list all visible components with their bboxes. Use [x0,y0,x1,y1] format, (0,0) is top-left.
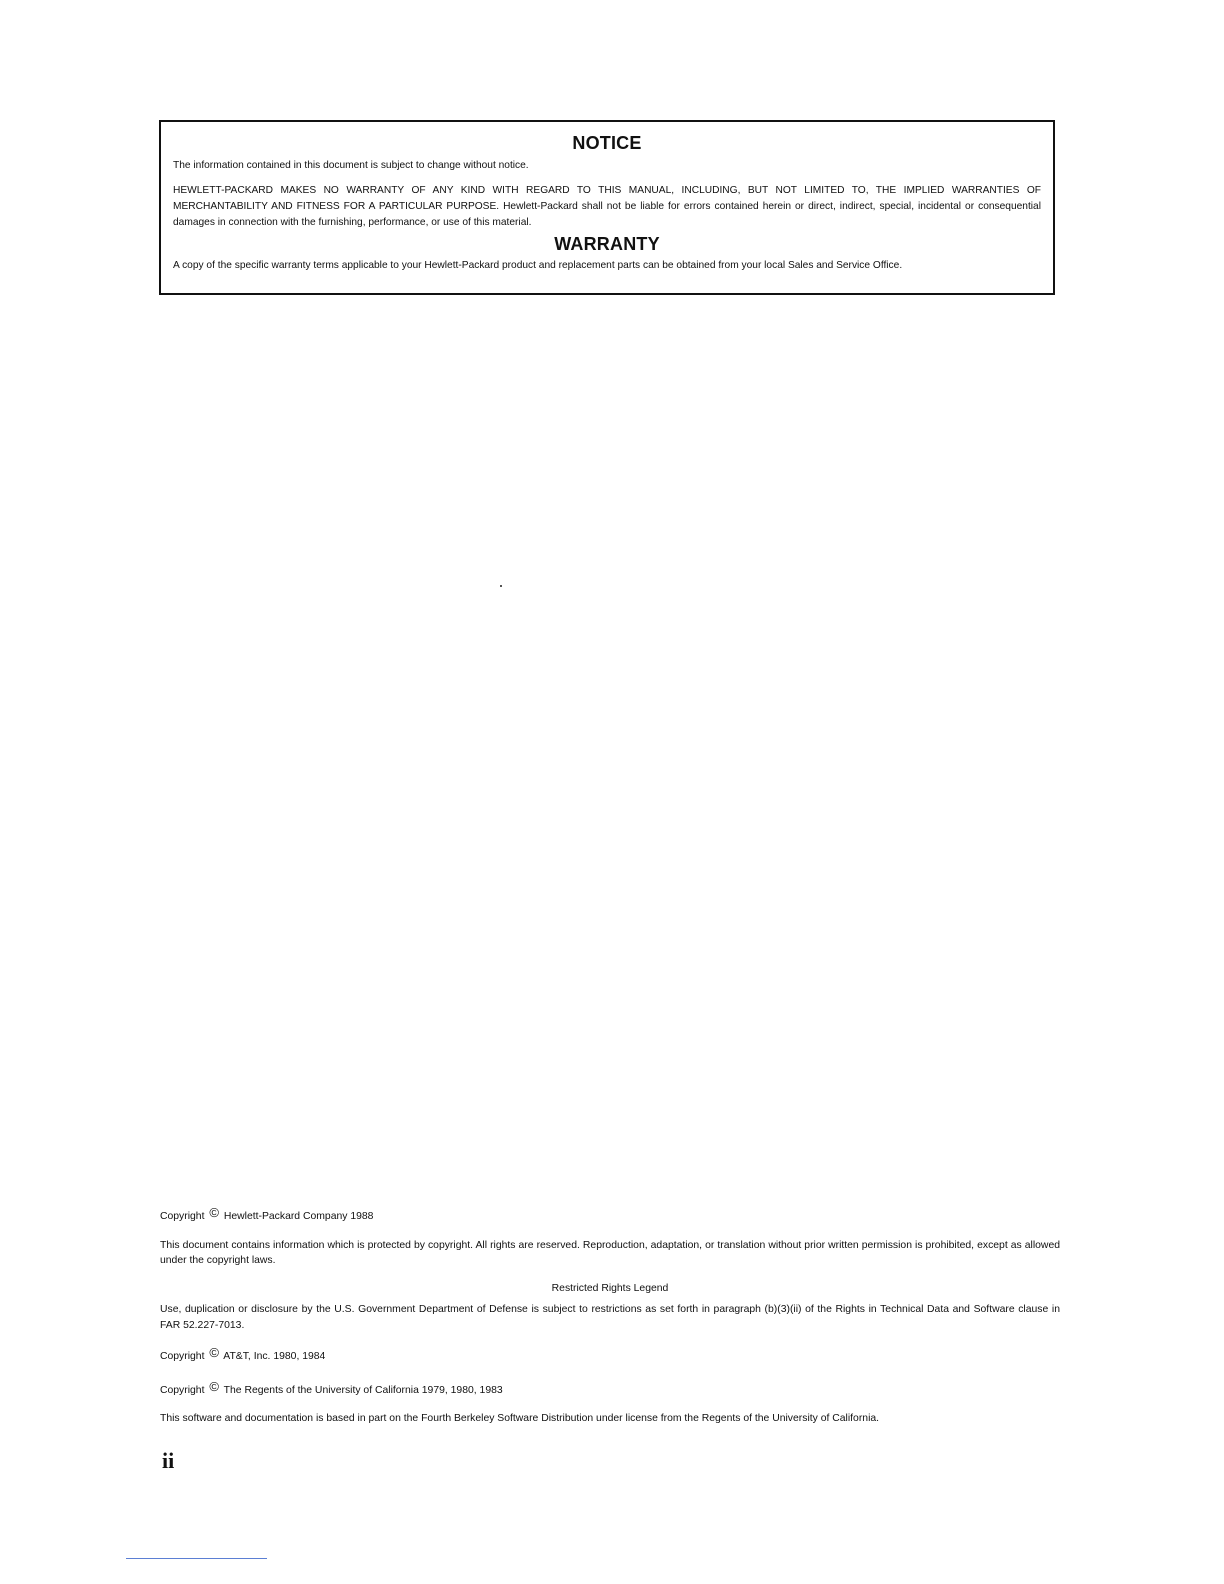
copyright-symbol-icon: © [209,1345,219,1360]
notice-disclaimer-text: HEWLETT-PACKARD MAKES NO WARRANTY OF ANY KIND WITH REGARD TO THIS MANUAL, INCLUDING, BUT NOT LIMITED TO, THE IMPLIED WARRANTIES OF MERCHANTABILITY AND FITNESS FOR A PARTICULAR PURPOSE. Hewlett-Packard shall not be liable for errors contained herein or direct, indirect, special, incidental or consequential damages in connection with the furnishing, performance, or use of this material. [173,185,1041,228]
scan-speck [500,585,502,587]
copyright-att [160,1345,1060,1365]
copyright-hp [160,1205,1060,1225]
copyright-att-holder: AT&T, Inc. 1980, 1984 [223,1351,326,1362]
bottom-rule [126,1558,267,1559]
notice-change-text: The information contained in this document is subject to change without notice. [173,160,529,171]
warranty-heading: WARRANTY [554,234,660,254]
copyright-regents [160,1379,1060,1399]
copyright-hp-holder: Hewlett-Packard Company 1988 [223,1211,374,1222]
notice-box [159,120,1055,295]
page-number: ii [162,1448,175,1473]
copyright-regents-holder: The Regents of the University of California 1979, 1980, 1983 [223,1384,503,1396]
restricted-rights-title: Restricted Rights Legend [551,1282,669,1294]
copyright-symbol-icon: © [209,1378,219,1394]
notice-heading: NOTICE [572,133,642,153]
copyright-protected-text: This document contains information which is protected by copyright. All rights are reserved. Reproduction, adaptation, or translation without prior written permission is prohibited, except as allowed under the copyright laws. [160,1239,1060,1266]
copyright-block [160,1205,1060,1427]
restricted-rights-text: Use, duplication or disclosure by the U.S. Government Department of Defense is subject to restrictions as set forth in paragraph (b)(3)(ii) of the Rights in Technical Data and Software clause in FAR 52.227-7013. [160,1304,1060,1331]
copyright-word: Copyright [160,1211,205,1222]
warranty-text: A copy of the specific warranty terms applicable to your Hewlett-Packard product and replacement parts can be obtained from your local Sales and Service Office. [173,260,903,271]
bsd-license-text: This software and documentation is based in part on the Fourth Berkeley Software Distribution under license from the Regents of the University of California. [160,1413,880,1424]
copyright-word: Copyright [160,1384,205,1396]
copyright-symbol-icon: © [209,1205,219,1220]
copyright-word: Copyright [160,1351,205,1362]
